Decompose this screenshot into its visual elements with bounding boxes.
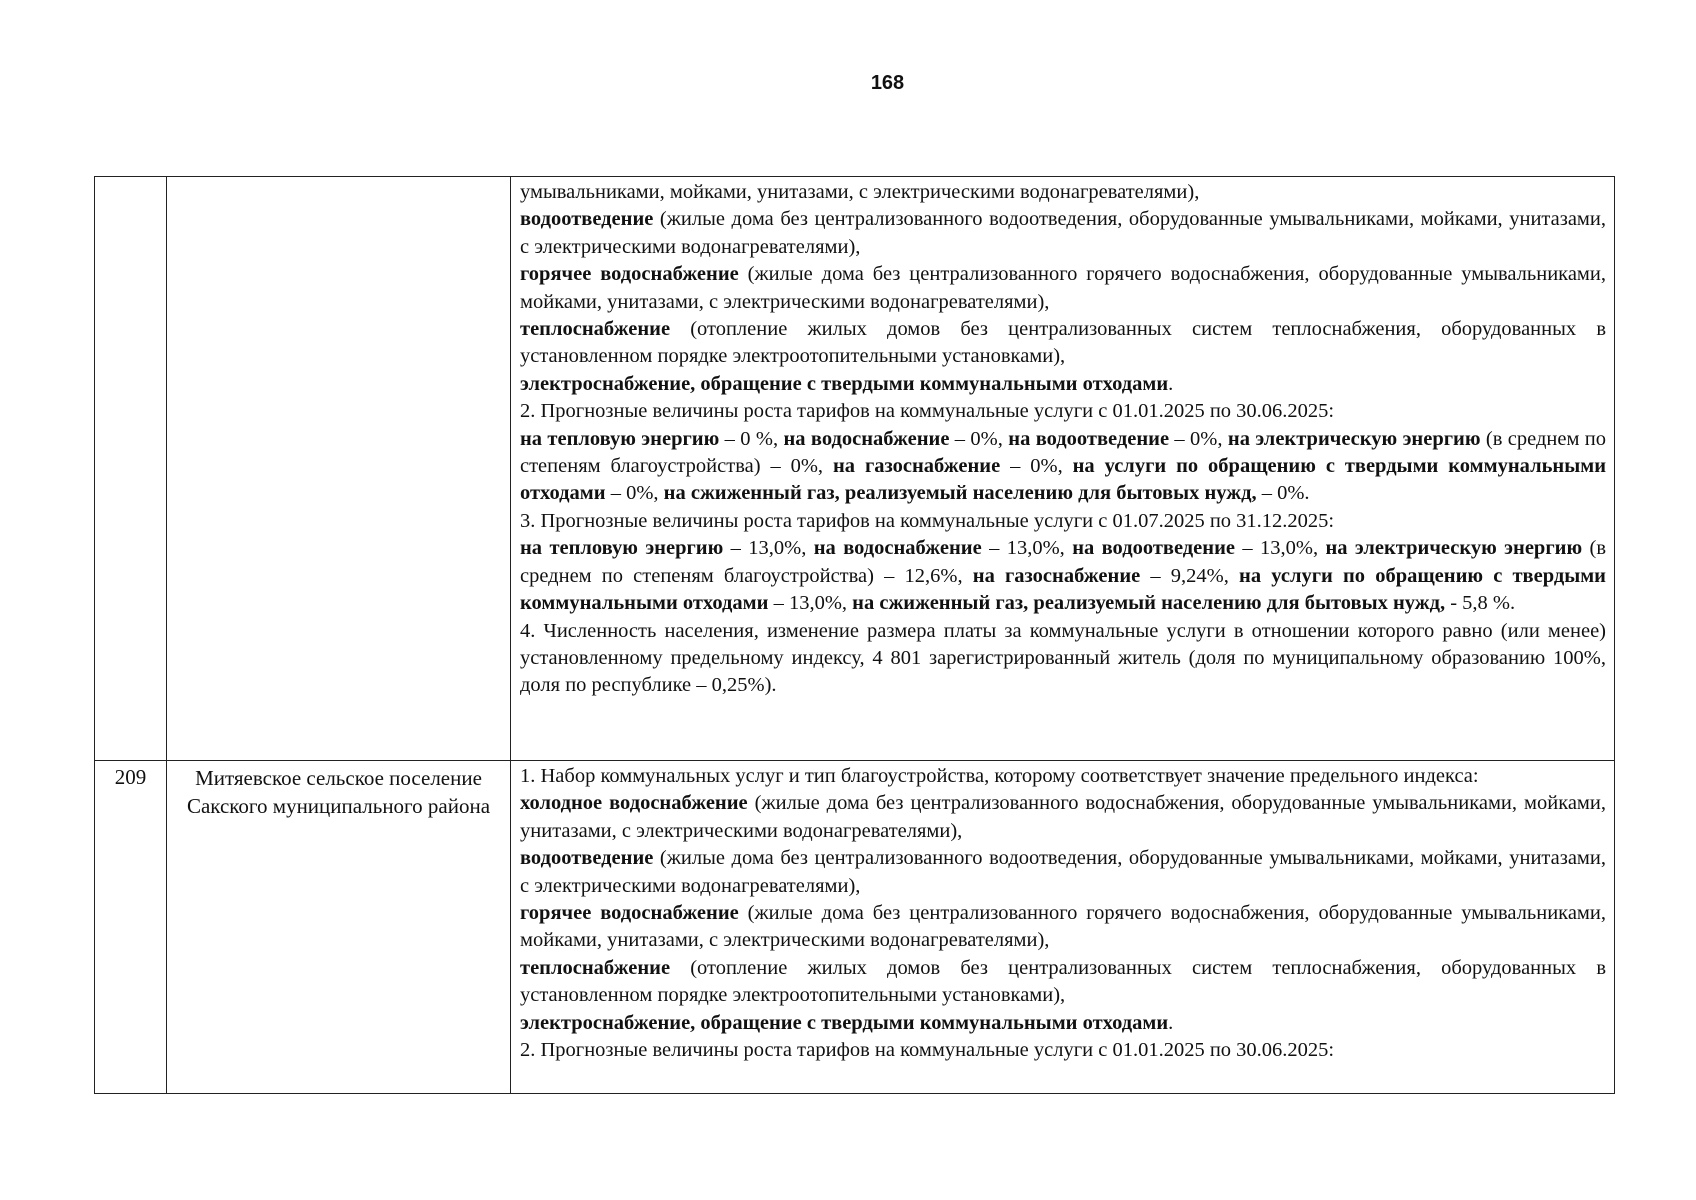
paragraph: [520, 845, 1606, 900]
text-run: – 9,24%,: [1140, 564, 1240, 587]
text-run: 4. Численность населения, изменение размера платы за коммунальные услуги в отношении которого равно (или менее) установленному предельному индексу, 4 801 зарегистрированный житель (доля по муниципальному образованию 100%, доля по республике – 0,25%).: [520, 619, 1606, 697]
bold-text: горячее водоснабжение: [520, 902, 739, 925]
text-run: (отопление жилых домов без централизованных систем теплоснабжения, оборудованных в установленном порядке электроотопительными установками),: [520, 318, 1606, 368]
paragraph: [520, 316, 1606, 371]
text-run: .: [1168, 372, 1174, 395]
bold-text: на электрическую энергию: [1227, 427, 1481, 450]
paragraph: [520, 426, 1606, 508]
paragraph: [520, 371, 1606, 398]
bold-text: на водоснабжение: [813, 537, 982, 560]
bold-text: на сжиженный газ, реализуемый населению для бытовых нужд,: [663, 482, 1257, 505]
municipality-name-cell: [167, 177, 511, 761]
table-row: [95, 761, 1615, 1094]
bold-text: холодное водоснабжение: [520, 792, 748, 815]
text-run: (жилые дома без централизованного горячего водоснабжения, оборудованные умывальниками, мойками, унитазами, с электрическими водонагревателями),: [520, 902, 1606, 952]
bold-text: теплоснабжение: [520, 318, 671, 341]
text-run: – 13,0%,: [1234, 537, 1326, 560]
paragraph: [520, 955, 1606, 1010]
paragraph: [520, 206, 1606, 261]
paragraph: [520, 261, 1606, 316]
bold-text: электроснабжение, обращение с твердыми коммунальными отходами: [520, 1011, 1169, 1034]
bold-text: электроснабжение, обращение с твердыми коммунальными отходами: [520, 372, 1169, 395]
paragraph: [520, 790, 1606, 845]
bold-text: на водоснабжение: [783, 427, 950, 450]
text-run: 2. Прогнозные величины роста тарифов на коммунальные услуги с 01.01.2025 по 30.06.2025:: [520, 1039, 1335, 1062]
text-run: умывальниками, мойками, унитазами, с электрическими водонагревателями),: [520, 181, 1200, 203]
text-run: (жилые дома без централизованного водоотведения, оборудованные умывальниками, мойками, унитазами, с электрическими водонагревателями),: [520, 847, 1606, 897]
municipality-name-cell: Митяевское сельское поселение Сакского муниципального района: [167, 761, 511, 1094]
tariff-table: [94, 176, 1615, 1094]
bold-text: горячее водоснабжение: [520, 263, 739, 286]
paragraph: [520, 398, 1606, 425]
bold-text: водоотведение: [520, 847, 654, 870]
text-run: – 0%,: [1169, 427, 1228, 450]
paragraph: [520, 1037, 1606, 1064]
paragraph: [520, 1010, 1606, 1037]
bold-text: на сжиженный газ, реализуемый населению для бытовых нужд,: [852, 592, 1446, 615]
text-run: – 0%,: [1000, 455, 1073, 478]
text-run: 1. Набор коммунальных услуг и тип благоустройства, которому соответствует значение предельного индекса:: [520, 765, 1479, 787]
bold-text: водоотведение: [520, 208, 654, 231]
text-run: .: [1168, 1011, 1174, 1034]
text-run: – 13,0%,: [768, 592, 853, 615]
text-run: – 0%,: [605, 482, 664, 505]
text-run: (в среднем по степеням благоустройства) – 12,6%,: [520, 537, 1606, 587]
text-run: (жилые дома без централизованного водоотведения, оборудованные умывальниками, мойками, унитазами, с электрическими водонагревателями),: [520, 208, 1606, 258]
bold-text: теплоснабжение: [520, 956, 671, 979]
text-run: (в среднем по степеням благоустройства) – 0%,: [520, 427, 1607, 478]
bold-text: на тепловую энергию: [520, 427, 720, 450]
row-number-cell: 209: [95, 761, 167, 1094]
bold-text: на водоотведение: [1072, 537, 1235, 560]
bold-text: на водоотведение: [1008, 427, 1170, 450]
paragraph: [520, 179, 1606, 206]
row-number-cell: [95, 177, 167, 761]
text-run: – 0%,: [949, 427, 1009, 450]
paragraph: [520, 618, 1606, 700]
text-run: - 5,8 %.: [1445, 592, 1516, 615]
bold-text: на газоснабжение: [972, 564, 1141, 587]
text-run: 3. Прогнозные величины роста тарифов на коммунальные услуги с 01.07.2025 по 31.12.2025:: [520, 509, 1335, 532]
description-cell: [511, 761, 1615, 1094]
bold-text: на газоснабжение: [832, 455, 1001, 478]
paragraph: [520, 900, 1606, 955]
bold-text: на тепловую энергию: [520, 537, 724, 560]
text-run: – 13,0%,: [981, 537, 1073, 560]
text-run: (жилые дома без централизованного водоснабжения, оборудованные умывальниками, мойками, унитазами, с электрическими водонагревателями),: [520, 792, 1607, 842]
text-run: – 13,0%,: [723, 537, 814, 560]
bold-text: на электрическую энергию: [1325, 537, 1583, 560]
text-run: 2. Прогнозные величины роста тарифов на коммунальные услуги с 01.01.2025 по 30.06.2025:: [520, 400, 1335, 423]
text-run: – 0 %,: [719, 427, 784, 450]
text-run: (жилые дома без централизованного горячего водоснабжения, оборудованные умывальниками, мойками, унитазами, с электрическими водонагревателями),: [520, 263, 1606, 313]
table-row: [95, 177, 1615, 761]
text-run: – 0%.: [1256, 482, 1310, 505]
paragraph: [520, 535, 1606, 617]
paragraph: [520, 763, 1606, 790]
description-cell: [511, 177, 1615, 761]
bold-text: на услуги по обращению с твердыми коммунальными отходами: [520, 564, 1606, 615]
paragraph: [520, 508, 1606, 535]
text-run: (отопление жилых домов без централизованных систем теплоснабжения, оборудованных в установленном порядке электроотопительными установками),: [520, 956, 1606, 1007]
page-number: 168: [870, 72, 905, 94]
bold-text: на услуги по обращению с твердыми коммунальными отходами: [520, 455, 1607, 505]
